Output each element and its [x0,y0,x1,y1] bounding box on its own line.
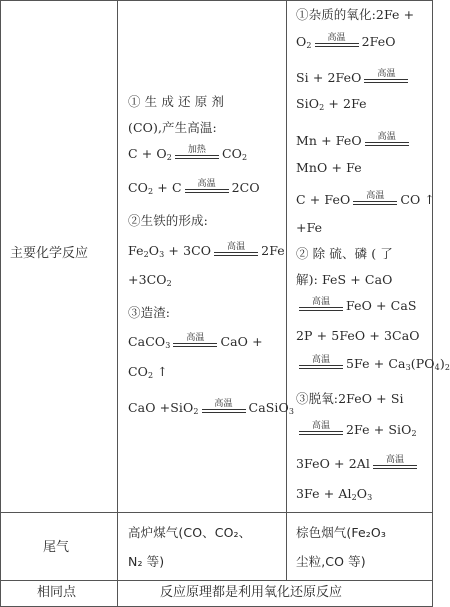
st-eq-3b: MnO + Fe [296,160,362,175]
st-eq-2: Si + 2FeO 高温 [296,70,411,86]
st-eq-8: 3FeO + 2Al 高温 [296,456,420,472]
st-line-2: ② 除 硫、磷 ( 了 [296,246,393,261]
bf-eq-3b: $+3CO_2$ [128,272,172,288]
st-eq-4: C + FeO 高温 CO ↑ [296,190,435,207]
label-tail-gas: 尾气 [43,540,70,555]
row-divider-same [0,580,433,581]
st-line-1: ①杂质的氧化:2Fe + [296,7,415,22]
bf-eq-1: $C + O_2$ 加热 $CO_2$ [128,144,248,162]
st-eq-8b: $3Fe + Al_2O_3$ [296,486,373,502]
table-border-right [432,0,433,607]
table-border-left [0,0,1,607]
st-eq-2b: SiO$_2$ + 2Fe [296,96,367,112]
st-eq-7: 高温 2Fe + SiO$_2$ [296,422,417,438]
st-tail-1: 棕色烟气(Fe₂O₃ [296,525,386,540]
col-divider-1 [117,0,118,607]
bf-tail-2: N₂ 等) [128,554,165,569]
bf-eq-2: $CO_2 + C$ 高温 2CO [128,178,260,196]
similarity-text: 反应原理都是利用氧化还原反应 [160,585,343,600]
st-eq-3: Mn + FeO 高温 [296,133,412,149]
st-eq-5: 高温 FeO + CaS [296,298,417,314]
table-border-top [0,0,433,1]
st-eq-6b: 高温 $5Fe + Ca_3(PO_4)_2$ [296,356,450,372]
st-eq-6: 2P + 5FeO + 3CaO [296,328,420,343]
st-eq-1: $O_2$ 高温 2FeO [296,32,396,50]
bf-eq-4: CaCO$_3$ 高温 CaO + [128,332,263,350]
row-divider-tail [0,512,433,513]
bf-line-1: ① 生 成 还 原 剂 [128,94,224,109]
label-main-reactions: 主要化学反应 [10,246,89,261]
label-similarity: 相同点 [37,585,77,600]
bf-eq-5: CaO +SiO$_2$ 高温 CaSiO$_3$ [128,398,295,416]
bf-line-2: (CO),产生高温: [128,120,217,135]
st-eq-4b: +Fe [296,220,323,235]
bf-line-3: ②生铁的形成: [128,213,208,228]
bf-eq-4b: $CO_2$ ↑ [128,364,168,380]
col-divider-2 [286,0,287,580]
bf-tail-1: 高炉煤气(CO、CO₂、 [128,525,252,540]
st-line-4: ③脱氧:2FeO + Si [296,391,404,406]
bf-eq-3: $Fe_2O_3 + 3CO$ 高温 2Fe [128,241,285,259]
bf-line-4: ③造渣: [128,305,171,320]
st-tail-2: 尘粒,CO 等) [296,554,366,569]
st-line-3: 解): FeS + CaO [296,272,393,287]
